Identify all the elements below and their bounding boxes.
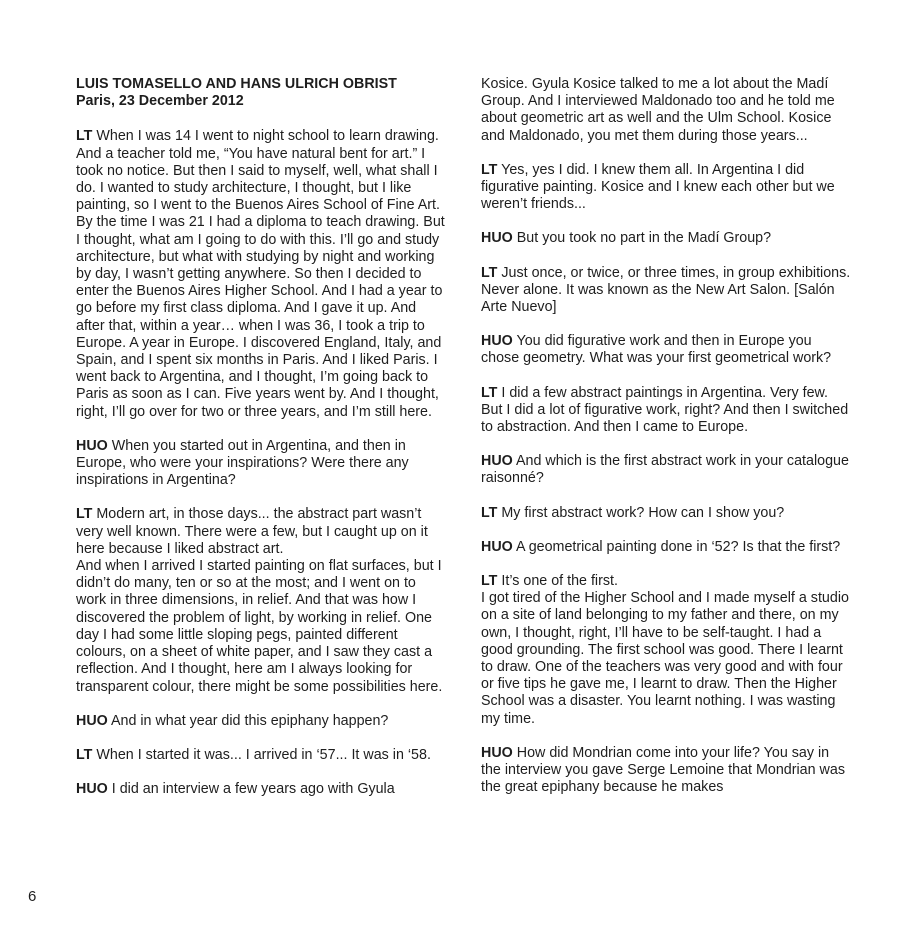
dialogue-text: Modern art, in those days... the abstract part wasn’t very well known. There were a few, but I caught up on it here because I liked abstract art. [76, 506, 428, 557]
paragraph-line [481, 539, 851, 556]
paragraph-line [481, 505, 851, 522]
dialogue-text: And in what year did this epiphany happen? [110, 712, 389, 729]
dialogue-text: Just once, or twice, or three times, in group exhibitions. Never alone. It was known as the New Art Salon. [Salón Arte Nuevo] [481, 264, 851, 316]
interview-title: LUIS TOMASELLO AND HANS ULRICH OBRIST [76, 76, 397, 92]
dialogue-text: A geometrical painting done in ‘52? Is that the first? [515, 538, 841, 555]
interview-heading [76, 76, 446, 110]
dialogue-text: You did figurative work and then in Europe you chose geometry. What was your first geometrical work? [481, 333, 832, 367]
speaker-label: LT [481, 504, 498, 521]
paragraph-line [481, 453, 851, 487]
dialogue-text: And when I arrived I started painting on flat surfaces, but I didn’t do many, ten or so at the most; and I went on to work in three dimensions, in relief. And that was how I discovered the problem of light, by working in relief. One day I had some little sloping pegs, painted different colours, on a sheet of white paper, and I saw they cast a reflection. And I thought, here am I always looking for transparent colour, there might be some possibilities here. [76, 558, 443, 695]
paragraph-line [76, 128, 446, 420]
dialogue-text: And which is the first abstract work in your catalogue raisonné? [481, 453, 849, 487]
dialogue-text: When you started out in Argentina, and then in Europe, who were your inspirations? Were there any inspirations in Argentina? [76, 437, 409, 489]
dialogue-paragraph [481, 385, 851, 437]
dialogue-text: It’s one of the first. [501, 573, 618, 590]
paragraph-line [481, 230, 851, 247]
speaker-label: LT [481, 264, 498, 281]
paragraph-line [481, 385, 851, 437]
dialogue-paragraph [76, 128, 446, 420]
dialogue-paragraph [481, 745, 851, 797]
paragraph-line [76, 506, 446, 558]
speaker-label: LT [481, 161, 498, 178]
paragraph-line [76, 781, 446, 798]
speaker-label: LT [76, 128, 93, 145]
speaker-label: LT [76, 506, 93, 523]
page-number: 6 [28, 888, 37, 905]
paragraph-line [481, 573, 851, 590]
left-paragraphs [76, 128, 446, 798]
speaker-label: HUO [481, 453, 513, 470]
speaker-label: HUO [481, 333, 513, 350]
paragraph-line [481, 162, 851, 214]
right-column [481, 76, 851, 814]
dialogue-paragraph [481, 265, 851, 317]
dialogue-text: How did Mondrian come into your life? You say in the interview you gave Serge Lemoine that Mondrian was the great epiphany because he makes [481, 744, 845, 796]
dialogue-paragraph [481, 539, 851, 556]
dialogue-text: When I was 14 I went to night school to learn drawing. And a teacher told me, “You have natural bent for art.” I took no notice. But then I said to myself, well, what shall I do. I wanted to study architecture, I thought, but I like painting, so I went to the Buenos Aires School of Fine Art. By the time I was 21 I had a diploma to teach drawing. But I thought, what am I going to do with this. I’ll go and study architecture, but what with studying by night and working by day, I wasn’t getting anywhere. So then I decided to enter the Buenos Aires Higher School. And I had a year to go before my first class diploma. And I gave it up. And after that, within a year… when I was 36, I took a trip to Europe. A year in Europe. I discovered England, Italy, and Spain, and I spent six months in Paris. And I liked Paris. I went back to Argentina, and I thought, I’m going back to Paris as soon as I can. Five years went by. And I thought, right, I’ll go over for two or three years, and I’m still here. [76, 128, 445, 420]
dialogue-text: My first abstract work? How can I show you? [501, 504, 785, 521]
right-paragraphs [481, 76, 851, 797]
speaker-label: HUO [76, 437, 108, 454]
paragraph-line [481, 590, 851, 728]
speaker-label: HUO [481, 230, 513, 247]
paragraph-line [481, 333, 851, 367]
dialogue-paragraph [76, 438, 446, 490]
speaker-label: LT [481, 573, 498, 590]
dialogue-paragraph [481, 76, 851, 145]
speaker-label: LT [481, 384, 498, 401]
dialogue-paragraph [76, 747, 446, 764]
left-column [76, 76, 446, 815]
dialogue-text: When I started it was... I arrived in ‘57... It was in ‘58. [96, 746, 431, 763]
dialogue-paragraph [76, 781, 446, 798]
dialogue-paragraph [481, 453, 851, 487]
paragraph-line [481, 265, 851, 317]
dialogue-paragraph [481, 573, 851, 728]
speaker-label: HUO [481, 538, 513, 555]
dialogue-text: But you took no part in the Madí Group? [516, 230, 772, 247]
paragraph-line [76, 438, 446, 490]
dialogue-text: I did a few abstract paintings in Argentina. Very few. But I did a lot of figurative work, right? And then I switched to abstraction. And then I came to Europe. [481, 384, 849, 436]
speaker-label: HUO [481, 744, 513, 761]
interview-date: Paris, 23 December 2012 [76, 93, 244, 110]
dialogue-text: Kosice. Gyula Kosice talked to me a lot about the Madí Group. And I interviewed Maldonado too and he told me about geometric art as well and the Ulm School. Kosice and Maldonado, you met them during those years... [481, 76, 835, 144]
dialogue-paragraph [76, 506, 446, 695]
dialogue-text: I did an interview a few years ago with Gyula [111, 781, 395, 798]
dialogue-paragraph [481, 162, 851, 214]
dialogue-text: Yes, yes I did. I knew them all. In Argentina I did figurative painting. Kosice and I knew each other but we weren’t friends... [481, 161, 835, 213]
dialogue-text: I got tired of the Higher School and I made myself a studio on a site of land belonging to my father and there, on my own, I thought, right, I’ll have to be self-taught. I had a good grounding. The first school was good. There I learnt to draw. One of the teachers was very good and with four or five tips he gave me, I learnt to draw. Then the Higher School was a disaster. You learnt nothing. I was wasting my time. [481, 590, 849, 727]
speaker-label: HUO [76, 712, 108, 729]
paragraph-line [76, 558, 446, 696]
paragraph-line [76, 713, 446, 730]
speaker-label: HUO [76, 781, 108, 798]
speaker-label: LT [76, 746, 93, 763]
dialogue-paragraph [481, 333, 851, 367]
paragraph-line [481, 745, 851, 797]
dialogue-paragraph [481, 505, 851, 522]
paragraph-line [481, 76, 851, 145]
paragraph-line [76, 747, 446, 764]
dialogue-paragraph [481, 230, 851, 247]
dialogue-paragraph [76, 713, 446, 730]
